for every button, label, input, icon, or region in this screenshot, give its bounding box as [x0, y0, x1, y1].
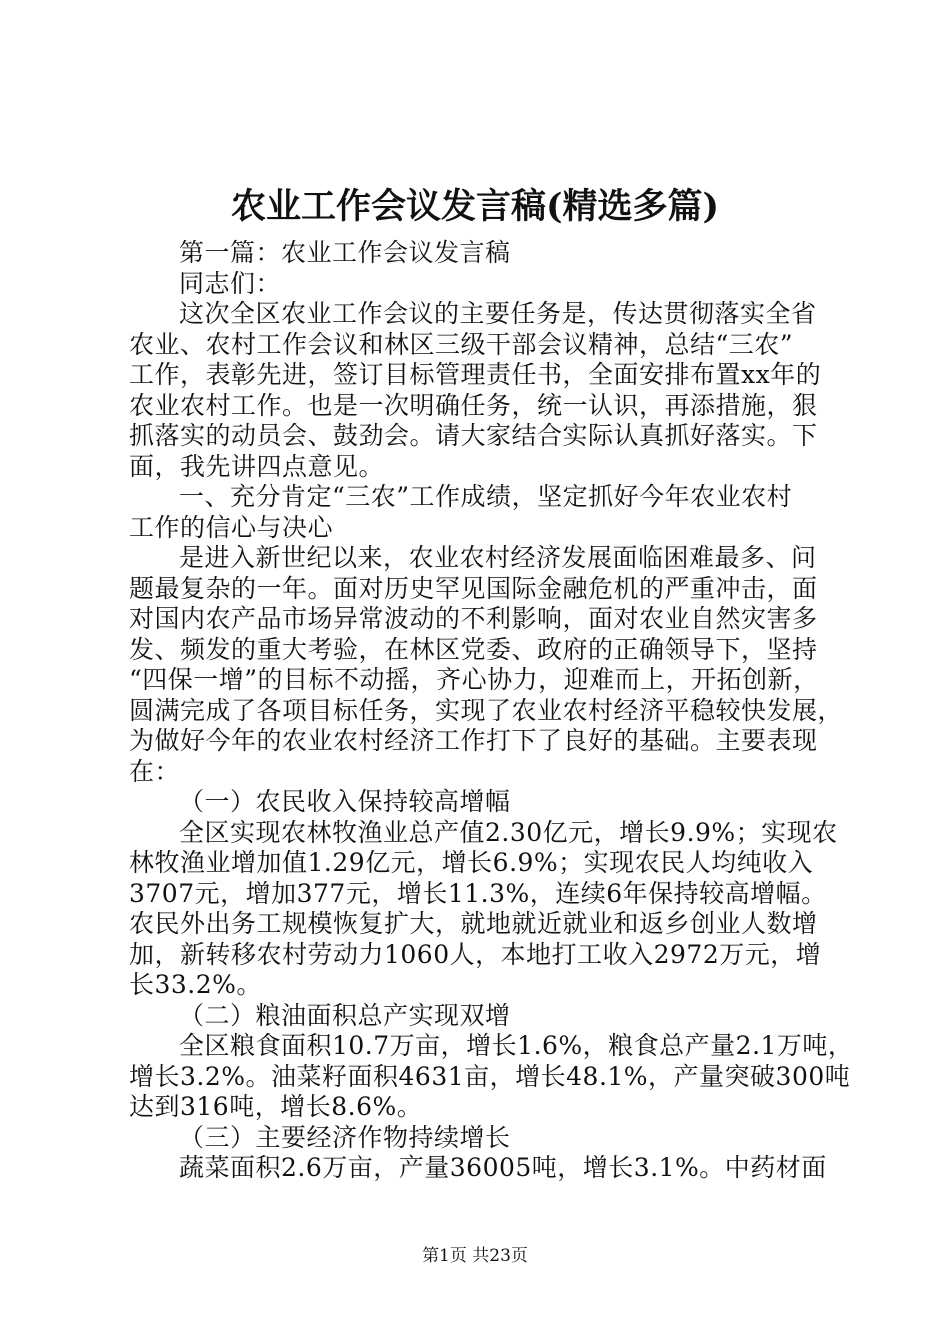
text-line: 题最复杂的一年。面对历史罕见国际金融危机的严重冲击，面: [129, 573, 818, 603]
text-line: 工作，表彰先进，签订目标管理责任书，全面安排布置xx年的: [129, 360, 822, 389]
text-line: 增长3.2%。油菜籽面积4631亩，增长48.1%，产量突破300吨: [129, 1061, 851, 1091]
text-line: 面，我先讲四点意见。: [129, 451, 385, 481]
text-line: 这次全区农业工作会议的主要任务是，传达贯彻落实全省: [179, 299, 817, 328]
text-line: 达到316吨，增长8.6%。: [129, 1092, 423, 1121]
text-line: 全区实现农林牧渔业总产值2.30亿元，增长9.9%；实现农: [179, 817, 838, 847]
text-line: 在：: [129, 756, 181, 786]
text-line: 农业农村工作。也是一次明确任务，统一认识，再添措施，狠: [129, 390, 818, 420]
subheading-line: （三）主要经济作物持续增长: [179, 1122, 511, 1152]
text-line: 发、频发的重大考验，在林区党委、政府的正确领导下，坚持: [129, 634, 818, 664]
text-line: 对国内农产品市场异常波动的不利影响，面对农业自然灾害多: [129, 604, 818, 633]
text-line: 农民外出务工规模恢复扩大，就地就近就业和返乡创业人数增: [129, 909, 818, 938]
document-body: [129, 238, 854, 1184]
text-line: 农业、农村工作会议和林区三级干部会议精神，总结“三农”: [129, 329, 794, 359]
text-line: 是进入新世纪以来，农业农村经济发展面临困难最多、问: [179, 543, 817, 572]
page-footer: 第1页 共23页: [422, 1246, 528, 1266]
text-line: “四保一增”的目标不动摇，齐心协力，迎难而上，开拓创新，: [129, 665, 819, 694]
subheading-line: （二）粮油面积总产实现双增: [179, 1000, 511, 1030]
text-line: 圆满完成了各项目标任务，实现了农业农村经济平稳较快发展，: [129, 695, 844, 725]
section-heading: 第一篇：农业工作会议发言稿: [179, 238, 511, 267]
document-title: 农业工作会议发言稿(精选多篇): [230, 186, 720, 227]
text-line: 抓落实的动员会、鼓劲会。请大家结合实际认真抓好落实。下: [129, 421, 818, 450]
text-line: 长33.2%。: [129, 970, 262, 999]
text-line: 蔬菜面积2.6万亩，产量36005吨，增长3.1%。中药材面: [179, 1153, 827, 1182]
text-line: 全区粮食面积10.7万亩，增长1.6%，粮食总产量2.1万吨，: [179, 1031, 854, 1060]
subheading-line: （一）农民收入保持较高增幅: [179, 787, 511, 816]
heading-line: 工作的信心与决心: [129, 512, 334, 542]
text-line: 3707元，增加377元，增长11.3%，连续6年保持较高增幅。: [129, 878, 827, 908]
heading-line: 一、充分肯定“三农”工作成绩，坚定抓好今年农业农村: [179, 482, 793, 511]
text-line: 加，新转移农村劳动力1060人，本地打工收入2972万元，增: [129, 939, 822, 969]
salutation: 同志们：: [179, 268, 282, 298]
text-line: 为做好今年的农业农村经济工作打下了良好的基础。主要表现: [129, 726, 818, 755]
text-line: 林牧渔业增加值1.29亿元，增长6.9%；实现农民人均纯收入: [129, 848, 814, 877]
